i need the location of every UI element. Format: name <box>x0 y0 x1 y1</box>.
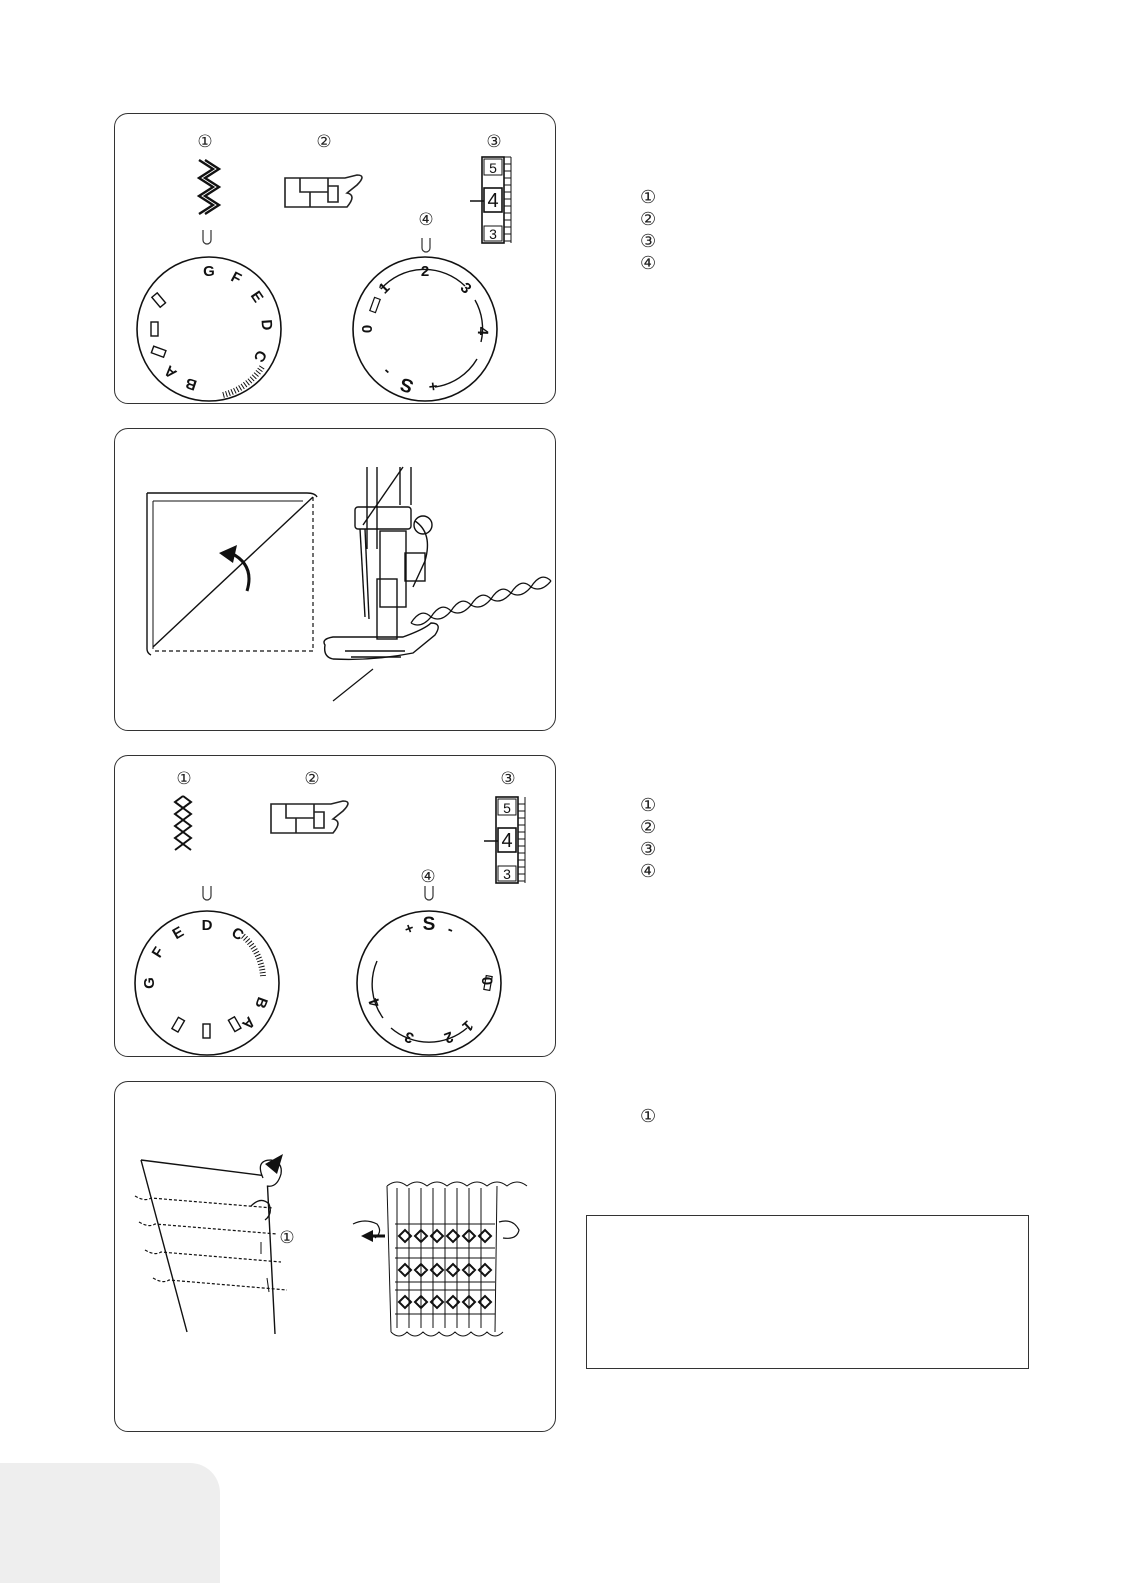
overcast-stitch-line-icon <box>411 577 551 625</box>
scale-3: 3 <box>503 866 511 882</box>
dial-number-3: 3 <box>402 1027 417 1047</box>
sewing-illustration-panel <box>114 428 556 731</box>
dial-pointer-icon <box>422 238 430 252</box>
legend-2 <box>640 795 656 883</box>
legend-item-2: ② <box>640 209 657 230</box>
presser-foot-icon <box>271 801 348 833</box>
dial-pointer-icon <box>203 886 211 900</box>
pattern-selector-dial[interactable] <box>135 911 279 1055</box>
dial-number-1: 1 <box>458 1016 477 1035</box>
marker-1: ① <box>197 132 213 152</box>
fold-arrow-icon <box>219 545 249 591</box>
legend-item-3: ③ <box>640 231 657 252</box>
dial-number-1: 1 <box>375 279 394 298</box>
legend-item-2: ② <box>640 817 657 838</box>
dial-letter-e: E <box>169 923 187 944</box>
zigzag-stitch-icon <box>199 160 219 214</box>
legend-item-1: ① <box>640 187 657 208</box>
stitch-length-dial[interactable] <box>357 911 501 1055</box>
dial-number-0: 0 <box>359 324 376 334</box>
dial-number-4: 4 <box>473 326 492 336</box>
dial-minus: - <box>445 920 457 939</box>
marker-3: ③ <box>486 132 502 152</box>
dial-letter-a: A <box>160 361 181 382</box>
dial-letter-b: B <box>251 994 271 1011</box>
stitch-settings-panel-2 <box>114 755 556 1057</box>
settings-illustration-1 <box>115 114 557 405</box>
scale-5: 5 <box>503 800 511 816</box>
scale-4: 4 <box>487 190 499 212</box>
dial-plus: + <box>427 376 439 395</box>
marker-3: ③ <box>500 769 516 789</box>
smocked-fabric-icon <box>387 1182 527 1336</box>
dial-letter-c: C <box>228 924 247 945</box>
marker-2: ② <box>304 769 320 789</box>
dial-number-3: 3 <box>456 279 475 298</box>
dial-plus: + <box>402 919 417 939</box>
marker-2: ② <box>316 132 332 152</box>
dial-letter-f: F <box>148 944 168 961</box>
presser-foot-icon <box>285 175 362 207</box>
dial-letter-g: G <box>203 263 215 280</box>
dial-s: S <box>397 372 417 397</box>
dial-letter-b: B <box>183 373 200 394</box>
legend-1 <box>640 187 656 275</box>
legend-3 <box>640 1106 656 1128</box>
dial-letter-f: F <box>227 268 245 288</box>
bias-fold-sewing-illustration <box>115 429 557 732</box>
dial-number-2: 2 <box>420 263 430 280</box>
marker-4: ④ <box>418 210 434 230</box>
marker-4: ④ <box>420 867 436 887</box>
dial-s: S <box>422 914 436 935</box>
marker-1: ① <box>176 769 192 789</box>
smocking-illustration <box>115 1082 557 1433</box>
gathering-fabric-icon <box>135 1160 287 1334</box>
dial-letter-g: G <box>141 977 158 989</box>
stitch-settings-panel-1 <box>114 113 556 404</box>
scale-5: 5 <box>489 160 497 176</box>
stitch-length-dial[interactable] <box>353 257 497 401</box>
legend-item-1: ① <box>640 1106 657 1127</box>
dial-letter-c: C <box>249 347 270 365</box>
dial-pointer-icon <box>203 230 211 244</box>
dial-number-4: 4 <box>365 995 385 1010</box>
legend-item-3: ③ <box>640 839 657 860</box>
scale-3: 3 <box>489 226 497 242</box>
marker-1: ① <box>279 1228 295 1248</box>
legend-item-4: ④ <box>640 253 657 274</box>
dial-letter-a: A <box>238 1013 259 1033</box>
legend-item-1: ① <box>640 795 657 816</box>
dial-number-0: 0 <box>477 976 496 986</box>
pattern-selector-dial[interactable] <box>137 257 281 401</box>
dial-letter-d: D <box>201 917 213 934</box>
dial-letter-e: E <box>246 287 267 306</box>
smocking-stitch-icon <box>175 796 191 850</box>
page-tab <box>0 1463 220 1583</box>
dial-minus: - <box>378 363 395 380</box>
dial-pointer-icon <box>425 886 433 900</box>
dial-letter-d: D <box>257 318 276 331</box>
settings-illustration-2 <box>115 756 557 1058</box>
presser-foot-needle-icon <box>324 467 438 701</box>
fabric-square-icon <box>147 493 317 655</box>
scale-4: 4 <box>501 830 513 852</box>
smocking-illustration-panel <box>114 1081 556 1432</box>
dial-number-2: 2 <box>441 1027 456 1047</box>
legend-item-4: ④ <box>640 861 657 882</box>
note-box <box>586 1215 1029 1369</box>
